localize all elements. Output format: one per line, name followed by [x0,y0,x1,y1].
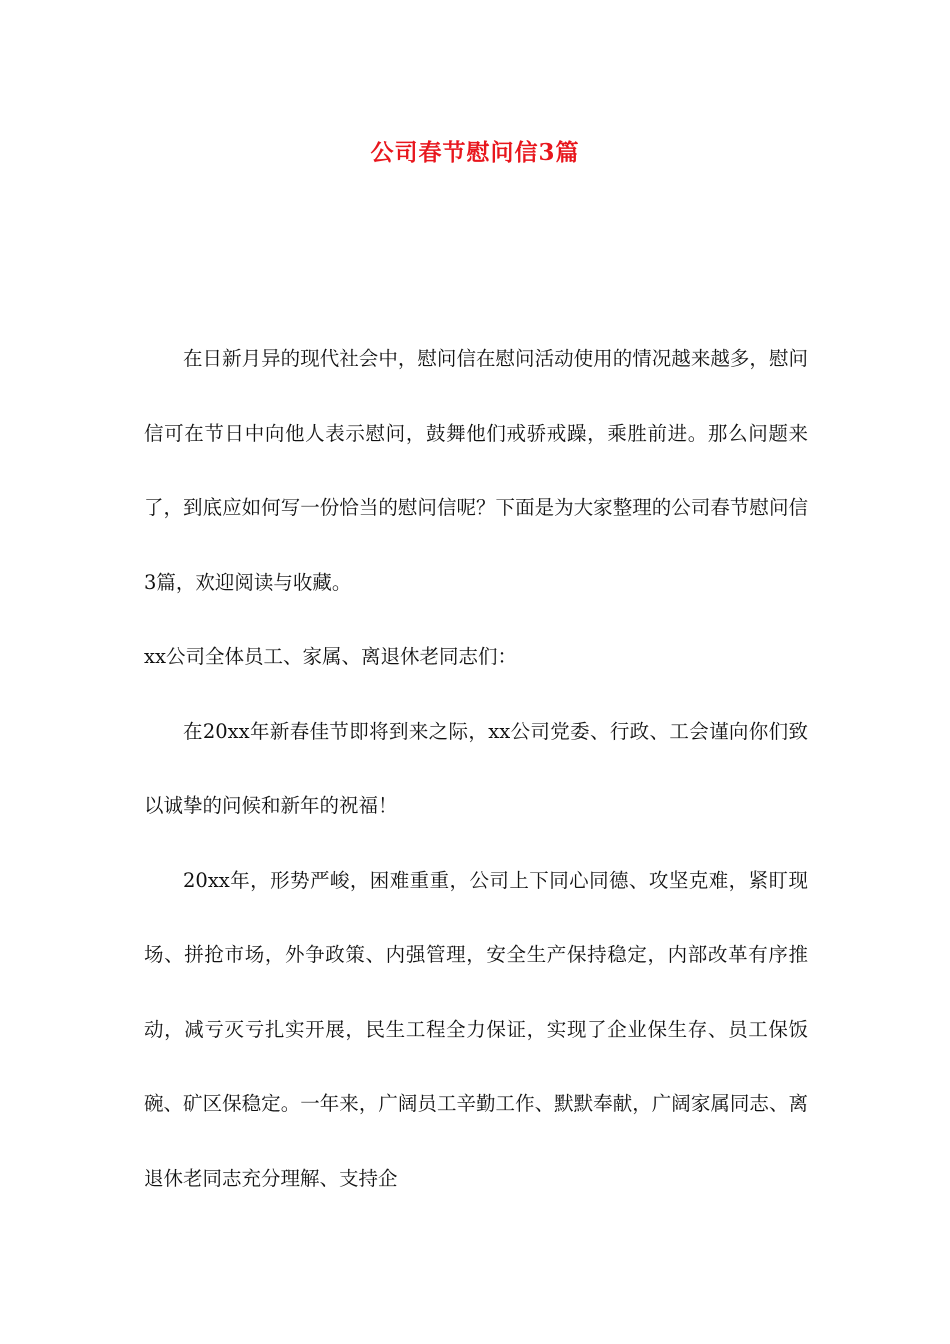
paragraph-greeting: 在20xx年新春佳节即将到来之际，xx公司党委、行政、工会谨向你们致以诚挚的问候和新年的祝福！ [144,719,808,817]
document-title: 公司春节慰问信3篇 [370,139,580,166]
paragraph-salutation: xx公司全体员工、家属、离退休老同志们： [144,645,517,668]
document-body [144,322,808,1216]
paragraph-intro: 在日新月异的现代社会中，慰问信在慰问活动使用的情况越来越多，慰问信可在节日中向他人表示慰问，鼓舞他们戒骄戒躁，乘胜前进。那么问题来了，到底应如何写一份恰当的慰问信呢？下面是为大家整理的公司春节慰问信3篇，欢迎阅读与收藏。 [144,347,808,594]
paragraph-review: 20xx年，形势严峻，困难重重，公司上下同心同德、攻坚克难，紧盯现场、拼抢市场，外争政策、内强管理，安全生产保持稳定，内部改革有序推动，减亏灭亏扎实开展，民生工程全力保证，实现了企业保生存、员工保饭碗、矿区保稳定。一年来，广阔员工辛勤工作、默默奉献，广阔家属同志、离退休老同志充分理解、支持企 [144,868,808,1190]
